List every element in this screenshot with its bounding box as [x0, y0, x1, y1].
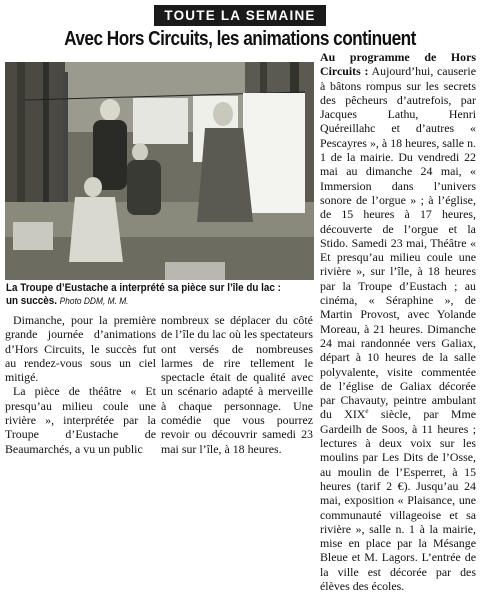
photo-credit: Photo DDM, M. M.: [59, 295, 129, 306]
photo-illustration: [5, 62, 314, 280]
text-run: Aujourd’hui, causerie à bâtons rompus sur les secrets des pêcheurs d’autrefois, par Jacques Lathu, Henri Quéreillahc et d’autres « Pescayres », à 18 heures, salle n. 1 de la mairie. Du vendredi 22 mai au dimanche 24 mai, « Immersion dans l’univers sonore de l’orgue » ; à l’église, de 15 heures à 17 heures, découverte de l’orgue et la Stido. Samedi 23 mai, Théâtre « Et presqu’au milieu coule une rivière », sur l’île, à 18 heures par la Troupe d’Eustach ; au cinéma, « Séraphine », de Martin Provost, avec Yolande Moreau, à 21 heures. Dimanche 24 mai randonnée vers Galiax, départ à 10 heures de la salle polyvalente, visite commentée de l’église de Galiax décorée par Chavauty, peintre ambulant du: [320, 64, 477, 422]
century-numeral: XIX: [344, 407, 366, 422]
section-kicker: TOUTE LA SEMAINE: [154, 5, 325, 26]
article-photo: [5, 62, 314, 280]
paragraph-intro: Dimanche, pour la première grande journée d’animations d’Hors Circuits, le succès fut au rendez-vous sous un ciel mitigé.: [5, 313, 156, 385]
century-suffix: e: [365, 407, 369, 416]
article-column-1: [5, 313, 156, 456]
article-column-3: [320, 50, 476, 593]
text-run: La pièce de théâtre « Et presqu’au milieu coule une rivière », interprétée par la Troupe d’Eustache de Beaumarchés, a vu un public: [5, 384, 156, 456]
caption-text: La Troupe d’Eustache a interprété sa pièce sur l’île du lac : un succès.: [6, 282, 281, 307]
article-headline: Avec Hors Circuits, les animations continuent: [64, 28, 416, 50]
paragraph-theatre-cont: [161, 313, 313, 456]
paragraph-programme-cont: [320, 50, 476, 593]
programme-heading: Au programme de Hors Circuits :: [320, 50, 476, 79]
article-column-2: [161, 313, 313, 456]
text-run: siècle, par Mme Gardeilh de Soos, à 11 heures ; lectures à deux voix sur les moulins par Les Dits de l’Osse, au moulin de l’Esperret, à 15 heures (tarif 2 €). Jusqu’au 24 mai, exposition « Plaisance, une communauté villageoise et sa rivière », salle n. 1 à la mairie, mise en place par la Mésange Bleue et M. Lagors. L’entrée de la ville est décorée par des élèves des écoles.: [320, 407, 477, 593]
photo-caption: [6, 282, 291, 307]
text-run: nombreux se déplacer du côté de l’île du lac où les spectateurs ont versés de nombreuses larmes de rire tellement le spectacle était de qualité avec un scénario adapté à merveille à chaque personnage. Une comédie que vous pourrez revoir ou découvrir samedi 23 mai sur l’île, à 18 heures.: [161, 313, 313, 456]
paragraph-theatre: [5, 384, 156, 455]
kicker-banner: [0, 5, 480, 26]
